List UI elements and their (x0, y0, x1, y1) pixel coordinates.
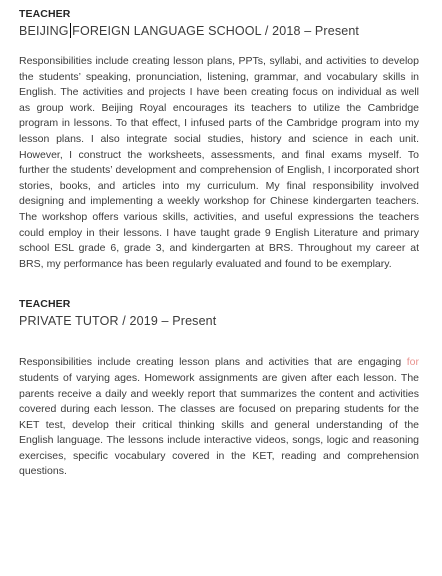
job-description[interactable]: Responsibilities include creating lesson plans, PPTs, syllabi, and activities to develop the students’ speaking, pronunciation, listening, grammar, and vocabulary skills in English. The activities and projects I have been creating focus on individual as well as group work. Beijing Royal encourages its teachers to utilize the Cambridge program in lessons. To that effect, I infused parts of the Cambridge program into my lesson plans. I also integrate social studies, history and science in each unit. However, I construct the worksheets, assessments, and final exams myself. To further the students’ development and comprehension of English, I incorporated short stories, books, and articles into my curriculum. My final responsibility involved designing and implementing a weekly workshop for Chinese kindergarten teachers. The workshop offers various skills, activities, and useful expressions the teachers could employ in their lessons. I have taught grade 9 English Literature and primary school ESL grade 6, grade 3, and kindergarten at BRS. Throughout my career at BRS, my performance has been regularly evaluated and found to be exemplary. (19, 55, 419, 270)
description-text: students of varying ages. Homework assignments are given after each lesson. The parents receive a daily and weekly report that summarizes the content and activities covered during each lesson. The classes are focused on preparing students for the KET test, develop their critical thinking skills and general understanding of the English language. The lessons include interactive videos, songs, logic and reasoning exercises, specific vocabulary covered in the KET, reading and comprehension questions. (19, 371, 419, 478)
text-cursor (70, 23, 72, 38)
job-organization[interactable] (19, 23, 419, 39)
spellcheck-highlight: for (406, 356, 419, 369)
job-description[interactable] (19, 355, 419, 480)
experience-entry-beijing (19, 8, 419, 272)
description-text: Responsibilities include creating lesson plans and activities that are engaging (19, 356, 407, 369)
org-name-part: BEIJING (19, 24, 69, 38)
job-title: TEACHER (19, 8, 71, 20)
job-organization[interactable]: PRIVATE TUTOR / 2019 – Present (19, 314, 217, 329)
experience-entry-private-tutor (19, 298, 419, 480)
job-title: TEACHER (19, 298, 71, 311)
org-name-rest: FOREIGN LANGUAGE SCHOOL / 2018 – Present (72, 24, 360, 38)
resume-experience-section (19, 8, 419, 480)
